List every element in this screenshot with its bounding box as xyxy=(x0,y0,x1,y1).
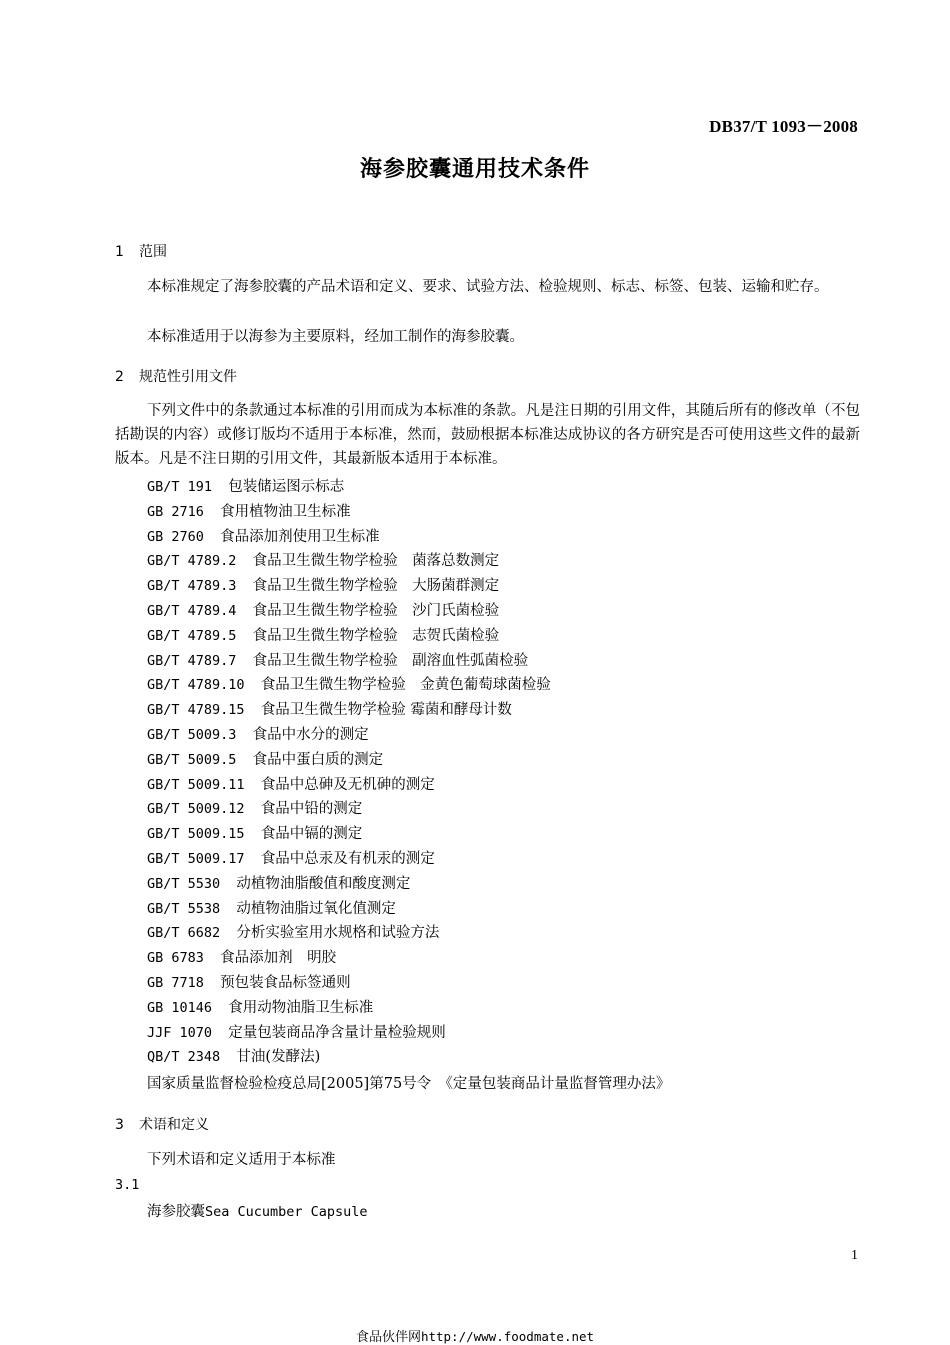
reference-code: JJF 1070 xyxy=(147,1024,213,1041)
reference-item xyxy=(147,626,499,646)
reference-item xyxy=(147,750,383,770)
section-heading-scope xyxy=(115,241,167,261)
reference-code: GB/T 191 xyxy=(147,479,213,495)
reference-title: 食品中铅的测定 xyxy=(260,801,363,818)
reference-title: 定量包装商品净含量计量检验规则 xyxy=(228,1024,446,1041)
reference-item xyxy=(147,775,435,795)
reference-code: GB/T 4789.5 xyxy=(147,627,237,644)
reference-item xyxy=(147,551,499,571)
reference-code: GB/T 4789.3 xyxy=(147,578,237,595)
footer-site-name: 食品伙伴网 xyxy=(355,1330,421,1345)
reference-item xyxy=(147,725,369,745)
section-number: 2 xyxy=(115,369,124,385)
reference-title: 食品中蛋白质的测定 xyxy=(252,751,384,768)
reference-title: 分析实验室用水规格和试验方法 xyxy=(236,925,440,942)
reference-code: GB/T 5009.12 xyxy=(147,801,245,818)
reference-item xyxy=(147,527,380,547)
reference-title: 食品卫生微生物学检验 副溶血性弧菌检验 xyxy=(252,652,529,669)
reference-code: GB/T 4789.15 xyxy=(147,702,245,719)
reference-item xyxy=(147,1047,320,1067)
reference-code: GB/T 4789.4 xyxy=(147,603,237,619)
reference-title: 动植物油脂过氧化值测定 xyxy=(236,900,396,917)
reference-code: GB/T 5530 xyxy=(147,875,221,892)
reference-code: GB/T 6682 xyxy=(147,925,221,942)
reference-code: GB/T 5009.3 xyxy=(147,727,237,743)
reference-title: 食品中总汞及有机汞的测定 xyxy=(260,851,435,867)
section-heading-terms xyxy=(115,1114,209,1134)
footer xyxy=(0,1326,950,1345)
reference-code: GB 2716 xyxy=(147,503,204,520)
reference-title: 食品卫生微生物学检验 金黄色葡萄球菌检验 xyxy=(260,677,551,694)
decree-reference: 国家质量监督检验检疫总局[2005]第75号令 《定量包装商品计量监督管理办法》 xyxy=(147,1076,671,1092)
document-title: 海参胶囊通用技术条件 xyxy=(359,157,590,182)
section-title: 术语和定义 xyxy=(139,1117,209,1133)
scope-paragraph: 本标准规定了海参胶囊的产品术语和定义、要求、试验方法、检验规则、标志、标签、包装、运输和贮存。 xyxy=(147,279,829,295)
reference-item xyxy=(147,477,344,497)
term-number: 3.1 xyxy=(115,1177,140,1193)
term-cn: 海参胶囊 xyxy=(147,1204,205,1220)
page-number: 1 xyxy=(851,1248,858,1263)
section-title: 规范性引用文件 xyxy=(139,369,237,385)
reference-title: 预包装食品标签通则 xyxy=(220,975,351,991)
reference-item xyxy=(147,651,528,671)
terms-intro: 下列术语和定义适用于本标准 xyxy=(147,1152,336,1168)
reference-code: QB/T 2348 xyxy=(147,1049,221,1066)
reference-title: 食品中水分的测定 xyxy=(252,727,369,743)
reference-item xyxy=(147,849,435,869)
reference-item xyxy=(147,899,396,919)
term-en: Sea Cucumber Capsule xyxy=(205,1204,368,1220)
reference-code: GB/T 5009.15 xyxy=(147,826,245,843)
reference-title: 甘油(发酵法) xyxy=(236,1049,321,1066)
reference-title: 食品卫生微生物学检验 志贺氏菌检验 xyxy=(252,627,500,644)
reference-title: 食品添加剂使用卫生标准 xyxy=(220,528,380,545)
scope-paragraph: 本标准适用于以海参为主要原料，经加工制作的海参胶囊。 xyxy=(147,329,524,345)
reference-title: 食品卫生微生物学检验 大肠菌群测定 xyxy=(252,578,500,595)
references-intro: 下列文件中的条款通过本标准的引用而成为本标准的条款。凡是注日期的引用文件，其随后所有的修改单（不包括勘误的内容）或修订版均不适用于本标准，然而，鼓励根据本标准达成协议的各方研究是否可使用这些文件的最新版本。凡是不注日期的引用文件，其最新版本适用于本标准。 xyxy=(115,403,860,467)
reference-title: 食品卫生微生物学检验 沙门氏菌检验 xyxy=(252,603,500,619)
reference-code: GB 7718 xyxy=(147,975,204,991)
reference-code: GB/T 5538 xyxy=(147,900,221,917)
reference-code: GB/T 5009.11 xyxy=(147,776,245,793)
reference-title: 食品中镉的测定 xyxy=(260,826,363,843)
reference-item xyxy=(147,675,551,695)
reference-item xyxy=(147,874,410,894)
section-number: 3 xyxy=(115,1117,124,1133)
reference-title: 食用植物油卫生标准 xyxy=(220,503,351,520)
reference-item xyxy=(147,502,351,522)
reference-title: 食用动物油脂卫生标准 xyxy=(228,999,374,1016)
reference-item xyxy=(147,923,439,943)
section-title: 范围 xyxy=(139,244,167,260)
reference-item xyxy=(147,824,362,844)
reference-item xyxy=(147,799,362,819)
reference-title: 动植物油脂酸值和酸度测定 xyxy=(236,875,411,892)
reference-code: GB/T 4789.10 xyxy=(147,677,245,694)
reference-item xyxy=(147,948,336,968)
reference-item xyxy=(147,998,373,1018)
standard-code: DB37/T 1093－2008 xyxy=(709,117,858,136)
term-definition-line xyxy=(147,1200,368,1221)
reference-code: GB 6783 xyxy=(147,950,204,967)
reference-title: 食品卫生微生物学检验 霉菌和酵母计数 xyxy=(260,702,512,719)
reference-code: GB/T 5009.17 xyxy=(147,851,245,867)
reference-title: 食品卫生微生物学检验 菌落总数测定 xyxy=(252,553,500,570)
reference-code: GB/T 5009.5 xyxy=(147,751,237,768)
section-heading-references xyxy=(115,366,237,386)
footer-url[interactable]: http://www.foodmate.net xyxy=(420,1329,595,1344)
reference-title: 包装储运图示标志 xyxy=(228,479,345,495)
reference-code: GB/T 4789.7 xyxy=(147,652,237,669)
reference-code: GB 10146 xyxy=(147,999,213,1016)
reference-item xyxy=(147,973,351,993)
reference-title: 食品中总砷及无机砷的测定 xyxy=(260,776,435,793)
reference-item xyxy=(147,576,499,596)
section-number: 1 xyxy=(115,244,124,260)
reference-title: 食品添加剂 明胶 xyxy=(220,950,337,967)
reference-item xyxy=(147,700,512,720)
reference-item xyxy=(147,1023,446,1043)
reference-item xyxy=(147,601,499,621)
reference-code: GB 2760 xyxy=(147,528,204,545)
reference-code: GB/T 4789.2 xyxy=(147,553,237,570)
